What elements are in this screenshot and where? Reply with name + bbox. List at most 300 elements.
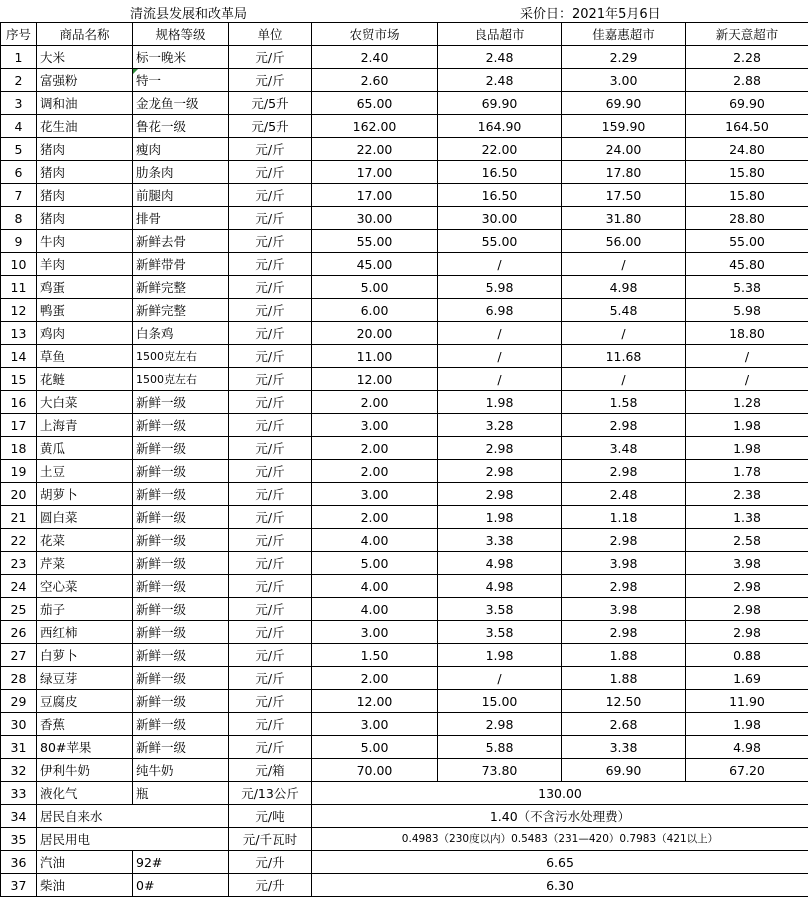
table-row xyxy=(1,322,808,345)
price-liangpin: / xyxy=(438,667,562,690)
table-row xyxy=(1,345,808,368)
price-jiajiahui: 1.18 xyxy=(562,506,686,529)
item-name: 80#苹果 xyxy=(37,736,133,759)
price-jiajiahui: 11.68 xyxy=(562,345,686,368)
item-unit: 元/5升 xyxy=(229,92,312,115)
column-header: 佳嘉惠超市 xyxy=(562,23,686,46)
item-unit: 元/吨 xyxy=(229,805,312,828)
table-row xyxy=(1,575,808,598)
price-jiajiahui: 2.68 xyxy=(562,713,686,736)
price-farmers-market: 65.00 xyxy=(312,92,438,115)
table-row xyxy=(1,529,808,552)
table-row xyxy=(1,713,808,736)
price-liangpin: 4.98 xyxy=(438,575,562,598)
column-header: 商品名称 xyxy=(37,23,133,46)
price-liangpin: 22.00 xyxy=(438,138,562,161)
price-jiajiahui: 69.90 xyxy=(562,759,686,782)
row-number: 26 xyxy=(1,621,37,644)
price-xintianyi: 5.98 xyxy=(686,299,808,322)
price-farmers-market: 2.00 xyxy=(312,391,438,414)
price-liangpin: 3.58 xyxy=(438,598,562,621)
price-xintianyi: 2.88 xyxy=(686,69,808,92)
item-name: 花生油 xyxy=(37,115,133,138)
price-xintianyi: 164.50 xyxy=(686,115,808,138)
price-jiajiahui: 3.00 xyxy=(562,69,686,92)
price-xintianyi: 11.90 xyxy=(686,690,808,713)
row-number: 17 xyxy=(1,414,37,437)
price-table xyxy=(0,22,808,897)
item-spec: 标一晚米 xyxy=(133,46,229,69)
price-farmers-market: 3.00 xyxy=(312,414,438,437)
price-xintianyi: 4.98 xyxy=(686,736,808,759)
item-name: 上海青 xyxy=(37,414,133,437)
price-xintianyi: 45.80 xyxy=(686,253,808,276)
table-row xyxy=(1,874,808,897)
price-jiajiahui: 159.90 xyxy=(562,115,686,138)
price-liangpin: 2.98 xyxy=(438,483,562,506)
price-jiajiahui: 2.98 xyxy=(562,414,686,437)
price-liangpin: / xyxy=(438,368,562,391)
item-unit: 元/斤 xyxy=(229,69,312,92)
price-liangpin: 15.00 xyxy=(438,690,562,713)
item-unit: 元/斤 xyxy=(229,621,312,644)
table-row xyxy=(1,299,808,322)
item-name: 鸭蛋 xyxy=(37,299,133,322)
price-xintianyi: 1.98 xyxy=(686,414,808,437)
table-row xyxy=(1,437,808,460)
price-xintianyi: 69.90 xyxy=(686,92,808,115)
price-liangpin: 6.98 xyxy=(438,299,562,322)
table-row xyxy=(1,598,808,621)
price-farmers-market: 6.00 xyxy=(312,299,438,322)
table-row xyxy=(1,92,808,115)
item-name: 伊利牛奶 xyxy=(37,759,133,782)
price-jiajiahui: 2.98 xyxy=(562,460,686,483)
price-jiajiahui: 5.48 xyxy=(562,299,686,322)
price-xintianyi: 3.98 xyxy=(686,552,808,575)
item-unit: 元/斤 xyxy=(229,368,312,391)
item-unit: 元/斤 xyxy=(229,483,312,506)
price-jiajiahui: 17.50 xyxy=(562,184,686,207)
price-xintianyi: 67.20 xyxy=(686,759,808,782)
item-spec: 新鲜一级 xyxy=(133,552,229,575)
row-number: 14 xyxy=(1,345,37,368)
table-row xyxy=(1,805,808,828)
row-number: 37 xyxy=(1,874,37,897)
price-farmers-market: 11.00 xyxy=(312,345,438,368)
price-xintianyi: 1.98 xyxy=(686,713,808,736)
price-farmers-market: 3.00 xyxy=(312,713,438,736)
price-liangpin: 2.98 xyxy=(438,437,562,460)
row-number: 3 xyxy=(1,92,37,115)
price-liangpin: 69.90 xyxy=(438,92,562,115)
item-unit: 元/斤 xyxy=(229,575,312,598)
price-xintianyi: 1.78 xyxy=(686,460,808,483)
item-name: 大米 xyxy=(37,46,133,69)
table-row xyxy=(1,690,808,713)
price-xintianyi: 15.80 xyxy=(686,161,808,184)
price-farmers-market: 2.00 xyxy=(312,506,438,529)
price-xintianyi: 2.98 xyxy=(686,598,808,621)
row-number: 8 xyxy=(1,207,37,230)
item-name: 大白菜 xyxy=(37,391,133,414)
item-name: 调和油 xyxy=(37,92,133,115)
row-number: 35 xyxy=(1,828,37,851)
item-spec: 新鲜一级 xyxy=(133,506,229,529)
row-number: 1 xyxy=(1,46,37,69)
price-liangpin: / xyxy=(438,253,562,276)
sheet-header xyxy=(0,0,808,22)
item-spec: 新鲜一级 xyxy=(133,598,229,621)
column-header: 单位 xyxy=(229,23,312,46)
item-name: 柴油 xyxy=(37,874,133,897)
row-number: 2 xyxy=(1,69,37,92)
item-unit: 元/斤 xyxy=(229,506,312,529)
item-name: 花鲢 xyxy=(37,368,133,391)
price-xintianyi: 15.80 xyxy=(686,184,808,207)
row-number: 5 xyxy=(1,138,37,161)
price-jiajiahui: 17.80 xyxy=(562,161,686,184)
price-liangpin: 3.38 xyxy=(438,529,562,552)
item-name: 茄子 xyxy=(37,598,133,621)
item-spec: 新鲜一级 xyxy=(133,644,229,667)
item-spec: 新鲜一级 xyxy=(133,690,229,713)
price-merged: 1.40（不含污水处理费） xyxy=(312,805,808,828)
item-unit: 元/斤 xyxy=(229,644,312,667)
price-farmers-market: 22.00 xyxy=(312,138,438,161)
item-spec: 1500克左右 xyxy=(133,368,229,391)
row-number: 16 xyxy=(1,391,37,414)
table-row xyxy=(1,115,808,138)
item-name: 鸡肉 xyxy=(37,322,133,345)
price-farmers-market: 2.00 xyxy=(312,437,438,460)
table-row xyxy=(1,46,808,69)
item-unit: 元/斤 xyxy=(229,713,312,736)
price-jiajiahui: / xyxy=(562,253,686,276)
item-spec: 肋条肉 xyxy=(133,161,229,184)
price-farmers-market: 1.50 xyxy=(312,644,438,667)
column-header: 规格等级 xyxy=(133,23,229,46)
item-spec: 新鲜一级 xyxy=(133,667,229,690)
price-jiajiahui: 3.98 xyxy=(562,552,686,575)
item-spec: 新鲜一级 xyxy=(133,414,229,437)
row-number: 31 xyxy=(1,736,37,759)
item-spec: 金龙鱼一级 xyxy=(133,92,229,115)
item-spec: 瓶 xyxy=(133,782,229,805)
item-name: 空心菜 xyxy=(37,575,133,598)
table-header-row xyxy=(1,23,808,46)
table-row xyxy=(1,69,808,92)
table-row xyxy=(1,391,808,414)
table-row xyxy=(1,851,808,874)
price-xintianyi: 28.80 xyxy=(686,207,808,230)
price-farmers-market: 5.00 xyxy=(312,276,438,299)
price-jiajiahui: 1.88 xyxy=(562,667,686,690)
table-row xyxy=(1,460,808,483)
row-number: 10 xyxy=(1,253,37,276)
column-header: 良品超市 xyxy=(438,23,562,46)
price-jiajiahui: 3.38 xyxy=(562,736,686,759)
item-name: 富强粉 xyxy=(37,69,133,92)
item-spec: 新鲜一级 xyxy=(133,391,229,414)
row-number: 27 xyxy=(1,644,37,667)
column-header: 序号 xyxy=(1,23,37,46)
item-unit: 元/斤 xyxy=(229,690,312,713)
price-liangpin: 1.98 xyxy=(438,644,562,667)
item-spec: 瘦肉 xyxy=(133,138,229,161)
price-xintianyi: 1.69 xyxy=(686,667,808,690)
sheet-title: 清流县发展和改革局 xyxy=(130,7,248,22)
item-unit: 元/箱 xyxy=(229,759,312,782)
price-jiajiahui: 1.88 xyxy=(562,644,686,667)
price-liangpin: 5.98 xyxy=(438,276,562,299)
price-farmers-market: 4.00 xyxy=(312,598,438,621)
item-name: 胡萝卜 xyxy=(37,483,133,506)
item-spec: 新鲜一级 xyxy=(133,437,229,460)
table-body xyxy=(1,23,808,897)
row-number: 6 xyxy=(1,161,37,184)
price-farmers-market: 20.00 xyxy=(312,322,438,345)
row-number: 15 xyxy=(1,368,37,391)
price-xintianyi: 1.28 xyxy=(686,391,808,414)
price-jiajiahui: / xyxy=(562,368,686,391)
item-name: 芹菜 xyxy=(37,552,133,575)
item-name: 猪肉 xyxy=(37,207,133,230)
item-unit: 元/斤 xyxy=(229,253,312,276)
item-name: 花菜 xyxy=(37,529,133,552)
item-name: 猪肉 xyxy=(37,138,133,161)
table-row xyxy=(1,368,808,391)
item-unit: 元/斤 xyxy=(229,138,312,161)
price-jiajiahui: / xyxy=(562,322,686,345)
price-farmers-market: 4.00 xyxy=(312,529,438,552)
price-xintianyi: 55.00 xyxy=(686,230,808,253)
item-unit: 元/斤 xyxy=(229,345,312,368)
table-row xyxy=(1,414,808,437)
item-unit: 元/斤 xyxy=(229,460,312,483)
item-unit: 元/斤 xyxy=(229,230,312,253)
table-row xyxy=(1,736,808,759)
item-unit: 元/斤 xyxy=(229,207,312,230)
price-jiajiahui: 2.98 xyxy=(562,529,686,552)
row-number: 23 xyxy=(1,552,37,575)
table-row xyxy=(1,644,808,667)
price-jiajiahui: 4.98 xyxy=(562,276,686,299)
price-xintianyi: 1.38 xyxy=(686,506,808,529)
survey-date: 采价日：2021年5月6日 xyxy=(520,7,661,22)
price-xintianyi: 1.98 xyxy=(686,437,808,460)
item-name: 居民用电 xyxy=(37,828,229,851)
price-xintianyi: 0.88 xyxy=(686,644,808,667)
price-merged: 130.00 xyxy=(312,782,808,805)
price-farmers-market: 17.00 xyxy=(312,161,438,184)
item-unit: 元/斤 xyxy=(229,391,312,414)
row-number: 24 xyxy=(1,575,37,598)
price-jiajiahui: 56.00 xyxy=(562,230,686,253)
item-name: 白萝卜 xyxy=(37,644,133,667)
price-liangpin: 5.88 xyxy=(438,736,562,759)
item-spec: 新鲜完整 xyxy=(133,276,229,299)
item-unit: 元/斤 xyxy=(229,299,312,322)
item-spec: 新鲜一级 xyxy=(133,575,229,598)
row-number: 30 xyxy=(1,713,37,736)
price-xintianyi: 24.80 xyxy=(686,138,808,161)
price-jiajiahui: 2.48 xyxy=(562,483,686,506)
price-xintianyi: 2.98 xyxy=(686,575,808,598)
table-row xyxy=(1,621,808,644)
price-liangpin: 2.48 xyxy=(438,46,562,69)
item-spec: 白条鸡 xyxy=(133,322,229,345)
item-unit: 元/升 xyxy=(229,874,312,897)
item-name: 草鱼 xyxy=(37,345,133,368)
item-spec: 新鲜一级 xyxy=(133,460,229,483)
price-farmers-market: 30.00 xyxy=(312,207,438,230)
table-row xyxy=(1,759,808,782)
row-number: 33 xyxy=(1,782,37,805)
price-xintianyi: 2.28 xyxy=(686,46,808,69)
row-number: 9 xyxy=(1,230,37,253)
price-farmers-market: 2.00 xyxy=(312,667,438,690)
price-xintianyi: 18.80 xyxy=(686,322,808,345)
row-number: 4 xyxy=(1,115,37,138)
table-row xyxy=(1,552,808,575)
item-unit: 元/千瓦时 xyxy=(229,828,312,851)
item-spec: 新鲜一级 xyxy=(133,713,229,736)
price-liangpin: / xyxy=(438,322,562,345)
price-farmers-market: 12.00 xyxy=(312,368,438,391)
price-farmers-market: 2.60 xyxy=(312,69,438,92)
item-unit: 元/斤 xyxy=(229,598,312,621)
price-farmers-market: 17.00 xyxy=(312,184,438,207)
item-name: 绿豆芽 xyxy=(37,667,133,690)
column-header: 新天意超市 xyxy=(686,23,808,46)
price-jiajiahui: 3.48 xyxy=(562,437,686,460)
item-spec: 特一 xyxy=(133,69,229,92)
price-farmers-market: 162.00 xyxy=(312,115,438,138)
row-number: 20 xyxy=(1,483,37,506)
item-unit: 元/斤 xyxy=(229,414,312,437)
price-liangpin: 164.90 xyxy=(438,115,562,138)
item-spec: 新鲜一级 xyxy=(133,621,229,644)
item-unit: 元/斤 xyxy=(229,184,312,207)
table-row xyxy=(1,276,808,299)
price-xintianyi: / xyxy=(686,368,808,391)
price-liangpin: 2.98 xyxy=(438,460,562,483)
column-header: 农贸市场 xyxy=(312,23,438,46)
item-unit: 元/斤 xyxy=(229,161,312,184)
table-row xyxy=(1,138,808,161)
item-spec: 0# xyxy=(133,874,229,897)
price-liangpin: 16.50 xyxy=(438,184,562,207)
item-name: 香蕉 xyxy=(37,713,133,736)
price-merged: 6.65 xyxy=(312,851,808,874)
item-unit: 元/斤 xyxy=(229,437,312,460)
price-jiajiahui: 69.90 xyxy=(562,92,686,115)
item-unit: 元/斤 xyxy=(229,276,312,299)
item-spec: 鲁花一级 xyxy=(133,115,229,138)
price-liangpin: 73.80 xyxy=(438,759,562,782)
price-liangpin: 55.00 xyxy=(438,230,562,253)
price-xintianyi: 5.38 xyxy=(686,276,808,299)
item-spec: 新鲜一级 xyxy=(133,529,229,552)
item-spec: 新鲜去骨 xyxy=(133,230,229,253)
price-jiajiahui: 24.00 xyxy=(562,138,686,161)
table-row xyxy=(1,253,808,276)
price-jiajiahui: 31.80 xyxy=(562,207,686,230)
item-spec: 1500克左右 xyxy=(133,345,229,368)
price-farmers-market: 5.00 xyxy=(312,552,438,575)
row-number: 28 xyxy=(1,667,37,690)
price-merged: 6.30 xyxy=(312,874,808,897)
item-unit: 元/升 xyxy=(229,851,312,874)
price-liangpin: 3.58 xyxy=(438,621,562,644)
item-unit: 元/斤 xyxy=(229,667,312,690)
price-jiajiahui: 1.58 xyxy=(562,391,686,414)
price-farmers-market: 3.00 xyxy=(312,483,438,506)
item-spec: 纯牛奶 xyxy=(133,759,229,782)
price-liangpin: 30.00 xyxy=(438,207,562,230)
item-spec: 排骨 xyxy=(133,207,229,230)
row-number: 11 xyxy=(1,276,37,299)
price-farmers-market: 2.40 xyxy=(312,46,438,69)
item-spec: 新鲜带骨 xyxy=(133,253,229,276)
table-row xyxy=(1,207,808,230)
item-name: 汽油 xyxy=(37,851,133,874)
row-number: 32 xyxy=(1,759,37,782)
price-jiajiahui: 2.29 xyxy=(562,46,686,69)
price-farmers-market: 55.00 xyxy=(312,230,438,253)
item-spec: 前腿肉 xyxy=(133,184,229,207)
row-number: 25 xyxy=(1,598,37,621)
item-unit: 元/13公斤 xyxy=(229,782,312,805)
price-liangpin: 1.98 xyxy=(438,391,562,414)
item-name: 猪肉 xyxy=(37,161,133,184)
price-jiajiahui: 3.98 xyxy=(562,598,686,621)
price-farmers-market: 12.00 xyxy=(312,690,438,713)
row-number: 36 xyxy=(1,851,37,874)
price-xintianyi: 2.38 xyxy=(686,483,808,506)
table-row xyxy=(1,230,808,253)
price-xintianyi: 2.58 xyxy=(686,529,808,552)
price-liangpin: 3.28 xyxy=(438,414,562,437)
item-name: 土豆 xyxy=(37,460,133,483)
price-liangpin: 2.48 xyxy=(438,69,562,92)
table-row xyxy=(1,828,808,851)
item-unit: 元/斤 xyxy=(229,736,312,759)
item-spec: 新鲜一级 xyxy=(133,736,229,759)
item-name: 居民自来水 xyxy=(37,805,229,828)
price-jiajiahui: 2.98 xyxy=(562,575,686,598)
row-number: 34 xyxy=(1,805,37,828)
item-spec: 新鲜完整 xyxy=(133,299,229,322)
price-liangpin: 16.50 xyxy=(438,161,562,184)
item-name: 豆腐皮 xyxy=(37,690,133,713)
item-name: 液化气 xyxy=(37,782,133,805)
price-farmers-market: 70.00 xyxy=(312,759,438,782)
table-row xyxy=(1,782,808,805)
price-farmers-market: 4.00 xyxy=(312,575,438,598)
price-farmers-market: 5.00 xyxy=(312,736,438,759)
item-name: 黄瓜 xyxy=(37,437,133,460)
price-merged: 0.4983（230度以内）0.5483（231—420）0.7983（421以上） xyxy=(312,828,808,851)
item-name: 猪肉 xyxy=(37,184,133,207)
price-liangpin: 1.98 xyxy=(438,506,562,529)
table-row xyxy=(1,667,808,690)
table-row xyxy=(1,483,808,506)
price-farmers-market: 45.00 xyxy=(312,253,438,276)
price-liangpin: 2.98 xyxy=(438,713,562,736)
item-name: 牛肉 xyxy=(37,230,133,253)
